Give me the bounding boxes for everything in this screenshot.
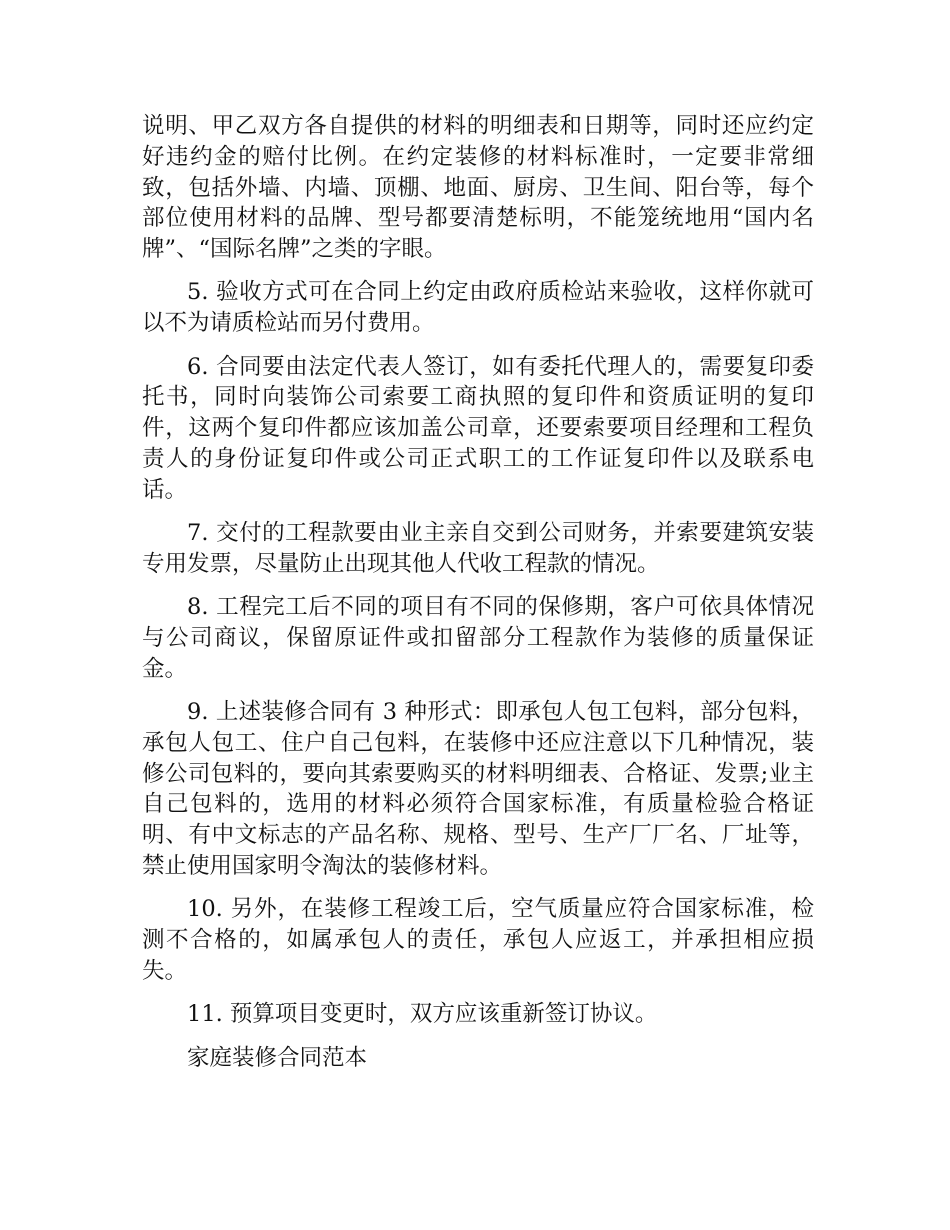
paragraph-continuation: 说明、甲乙双方各自提供的材料的明细表和日期等，同时还应约定好违约金的赔付比例。在约定装修的材料标准时，一定要非常细致，包括外墙、内墙、顶棚、地面、厨房、卫生间、阳台等，每个部位使用材料的品牌、型号都要清楚标明，不能笼统地用“国内名牌”、“国际名牌”之类的字眼。	[142, 113, 814, 263]
paragraph-item-11: 11. 预算项目变更时，双方应该重新签订协议。	[187, 1001, 658, 1028]
paragraph-item-8: 8. 工程完工后不同的项目有不同的保修期，客户可依具体情况与公司商议，保留原证件或扣留部分工程款作为装修的质量保证金。	[142, 594, 814, 682]
paragraph-item-7: 7. 交付的工程款要由业主亲自交到公司财务，并索要建筑安装专用发票，尽量防止出现其他人代收工程款的情况。	[142, 520, 814, 577]
paragraph-item-9: 9. 上述装修合同有 3 种形式：即承包人包工包料，部分包料，承包人包工、住户自己包料，在装修中还应注意以下几种情况，装修公司包料的，要向其索要购买的材料明细表、合格证、发票;业主自己包料的，选用的材料必须符合国家标准，有质量检验合格证明、有中文标志的产品名称、规格、型号、生产厂厂名、厂址等，禁止使用国家明令淘汰的装修材料。	[142, 699, 814, 880]
paragraph-item-10: 10. 另外，在装修工程竣工后，空气质量应符合国家标准，检测不合格的，如属承包人的责任，承包人应返工，并承担相应损失。	[142, 896, 814, 984]
paragraph-item-5: 5. 验收方式可在合同上约定由政府质检站来验收，这样你就可以不为请质检站而另付费用。	[142, 279, 814, 337]
paragraph-item-6: 6. 合同要由法定代表人签订，如有委托代理人的，需要复印委托书，同时向装饰公司索要工商执照的复印件和资质证明的复印件，这两个复印件都应该加盖公司章，还要索要项目经理和工程负责人的身份证复印件或公司正式职工的工作证复印件以及联系电话。	[142, 353, 814, 503]
document-page	[142, 111, 814, 1086]
section-title: 家庭装修合同范本	[187, 1044, 368, 1071]
